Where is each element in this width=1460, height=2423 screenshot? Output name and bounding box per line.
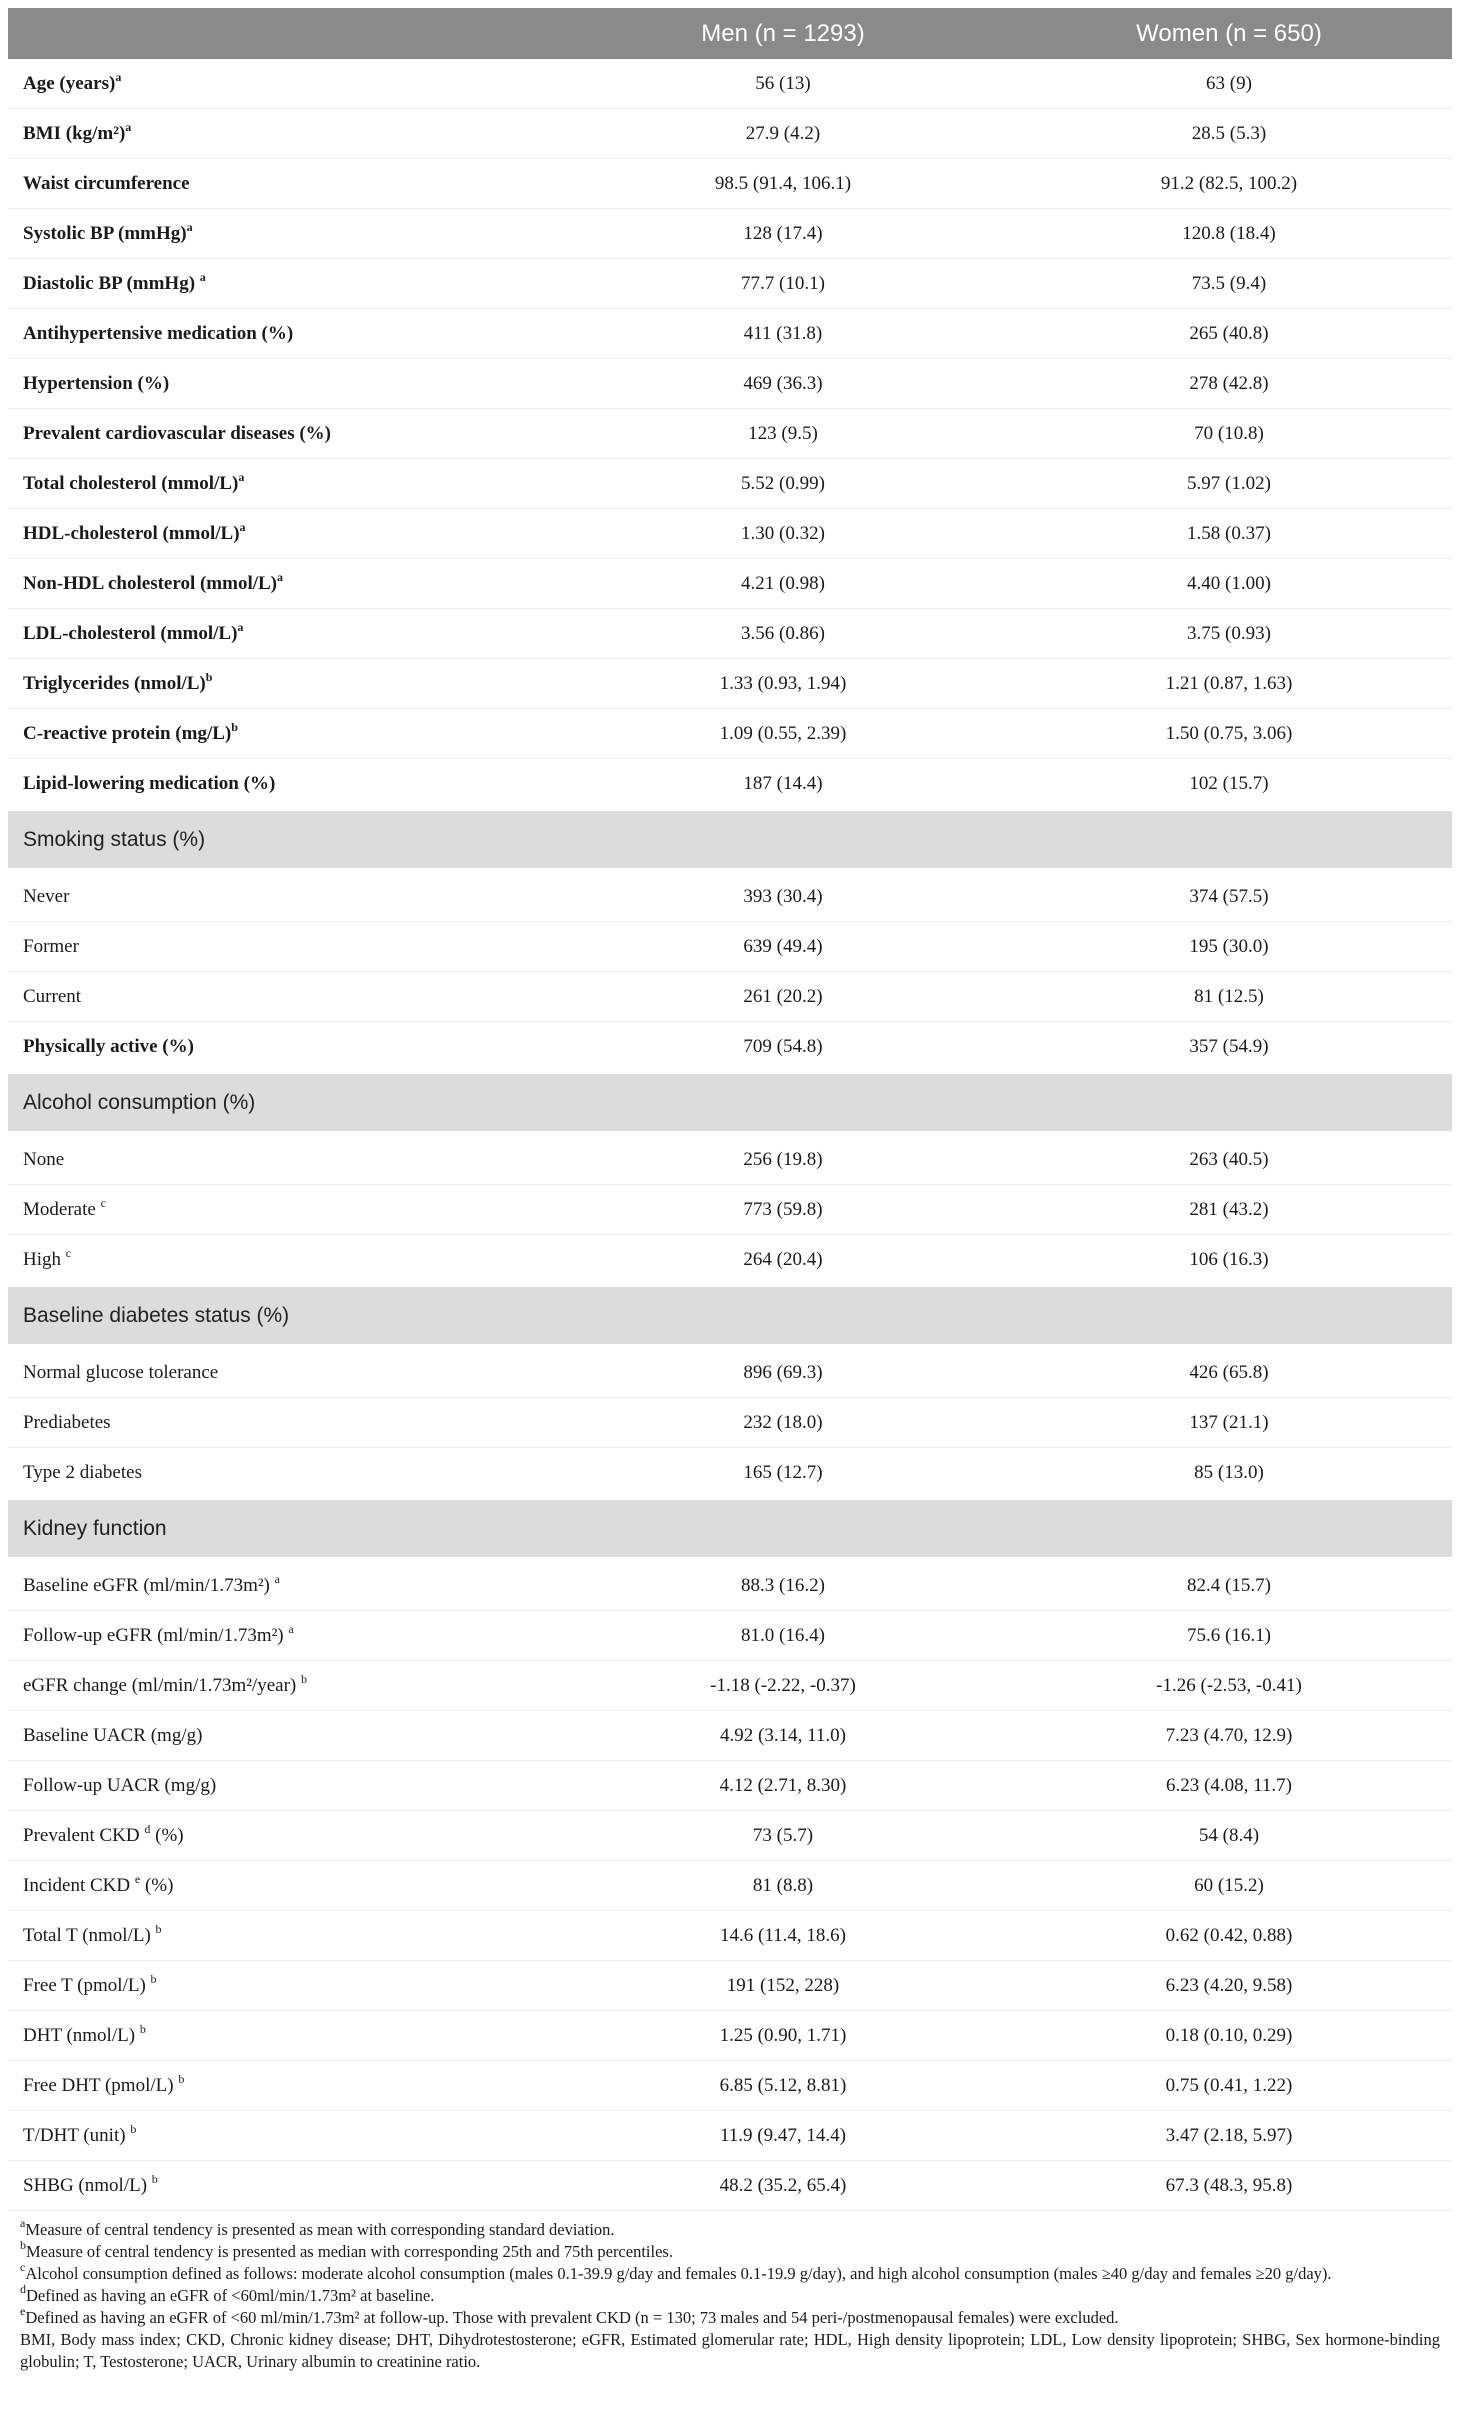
cell-men: 773 (59.8) [560, 1185, 1006, 1235]
footnote-text: BMI, Body mass index; CKD, Chronic kidney disease; DHT, Dihydrotestosterone; eGFR, Estimated glomerular rate; HDL, High density lipoprotein; LDL, Low density lipoprotein; SHBG, Sex hormone-binding globulin; T, Testosterone; UACR, Urinary albumin to creatinine ratio. [20, 2330, 1440, 2371]
row-label [8, 209, 560, 259]
cell-women: 106 (16.3) [1006, 1235, 1452, 1286]
row-label-text: Physically active (%) [23, 1035, 194, 1057]
table-row [8, 972, 1452, 1022]
cell-men: 264 (20.4) [560, 1235, 1006, 1286]
header-men: Men (n = 1293) [560, 8, 1006, 59]
table-row [8, 922, 1452, 972]
footnote-marker: b [20, 2238, 26, 2252]
row-label [8, 1022, 560, 1073]
footnote-marker: d [20, 2282, 26, 2296]
row-label [8, 870, 560, 922]
row-label-text: Diastolic BP (mmHg) [23, 272, 200, 294]
table-row [8, 1022, 1452, 1073]
cell-women: 3.47 (2.18, 5.97) [1006, 2111, 1452, 2161]
table-row [8, 1448, 1452, 1499]
footnote-text: Measure of central tendency is presented as mean with corresponding standard deviation. [25, 2220, 615, 2239]
section-title: Smoking status (%) [8, 810, 1452, 871]
cell-men: 123 (9.5) [560, 409, 1006, 459]
cell-women: 54 (8.4) [1006, 1811, 1452, 1861]
table-row [8, 1185, 1452, 1235]
cell-women: 4.40 (1.00) [1006, 559, 1452, 609]
cell-men: 5.52 (0.99) [560, 459, 1006, 509]
row-label-text: Former [23, 935, 79, 957]
table-row [8, 659, 1452, 709]
cell-men: 81.0 (16.4) [560, 1611, 1006, 1661]
cell-men: 3.56 (0.86) [560, 609, 1006, 659]
footnote-marker: b [231, 719, 238, 734]
cell-men: 14.6 (11.4, 18.6) [560, 1911, 1006, 1961]
row-label [8, 1398, 560, 1448]
cell-men: 81 (8.8) [560, 1861, 1006, 1911]
row-label [8, 2161, 560, 2211]
table-row [8, 59, 1452, 109]
table-row [8, 1611, 1452, 1661]
row-label-text: HDL-cholesterol (mmol/L) [23, 522, 240, 544]
row-label-suffix: (%) [150, 1824, 184, 1846]
footnote-marker: c [20, 2260, 26, 2274]
cell-women: 195 (30.0) [1006, 922, 1452, 972]
row-label [8, 559, 560, 609]
cell-men: 639 (49.4) [560, 922, 1006, 972]
table-container [8, 8, 1452, 2373]
row-label-text: eGFR change (ml/min/1.73m²/year) [23, 1674, 301, 1696]
footnote [20, 2216, 1440, 2241]
cell-women: 281 (43.2) [1006, 1185, 1452, 1235]
cell-women: 265 (40.8) [1006, 309, 1452, 359]
table-row [8, 1961, 1452, 2011]
footnote-marker: e [134, 1871, 141, 1886]
cell-women: 60 (15.2) [1006, 1861, 1452, 1911]
row-label [8, 1235, 560, 1286]
table-row [8, 1811, 1452, 1861]
footnote-marker: b [139, 2021, 146, 2036]
row-label-text: Waist circumference [23, 172, 190, 194]
footnote-marker: a [288, 1621, 294, 1636]
row-label-text: Prevalent CKD [23, 1824, 145, 1846]
cell-men: 77.7 (10.1) [560, 259, 1006, 309]
cell-men: 261 (20.2) [560, 972, 1006, 1022]
cell-women: 0.18 (0.10, 0.29) [1006, 2011, 1452, 2061]
table-row [8, 1133, 1452, 1185]
row-label-text: Moderate [23, 1198, 101, 1220]
row-label [8, 759, 560, 810]
cell-women: 0.62 (0.42, 0.88) [1006, 1911, 1452, 1961]
cell-women: 374 (57.5) [1006, 870, 1452, 922]
table-row [8, 1661, 1452, 1711]
cell-men: 469 (36.3) [560, 359, 1006, 409]
footnote-marker: a [277, 569, 284, 584]
row-label [8, 1761, 560, 1811]
footnote-text: Alcohol consumption defined as follows: moderate alcohol consumption (males 0.1-39.9 g/day and females 0.1-19.9 g/day), and high alcohol consumption (males ≥40 g/day and females ≥20 g/day). [25, 2264, 1332, 2283]
row-label [8, 1911, 560, 1961]
cell-women: 91.2 (82.5, 100.2) [1006, 159, 1452, 209]
table-row [8, 1235, 1452, 1286]
section-title: Kidney function [8, 1499, 1452, 1560]
row-label [8, 359, 560, 409]
cell-women: 102 (15.7) [1006, 759, 1452, 810]
table-row [8, 1761, 1452, 1811]
characteristics-table [8, 8, 1452, 2211]
cell-women: 137 (21.1) [1006, 1398, 1452, 1448]
table-row [8, 259, 1452, 309]
cell-men: 411 (31.8) [560, 309, 1006, 359]
row-label-text: Baseline eGFR (ml/min/1.73m²) [23, 1574, 275, 1596]
cell-women: 73.5 (9.4) [1006, 259, 1452, 309]
table-row [8, 2161, 1452, 2211]
row-label [8, 1661, 560, 1711]
row-label-text: Total cholesterol (mmol/L) [23, 472, 239, 494]
footnote-marker: b [155, 1921, 162, 1936]
table-row [8, 2061, 1452, 2111]
row-label [8, 659, 560, 709]
footnote-marker: c [65, 1245, 72, 1260]
row-label-text: Hypertension (%) [23, 372, 170, 394]
cell-women: 75.6 (16.1) [1006, 1611, 1452, 1661]
footnote-text: Defined as having an eGFR of <60ml/min/1.73m² at baseline. [26, 2286, 435, 2305]
row-label-text: Free T (pmol/L) [23, 1974, 151, 1996]
row-label-text: C-reactive protein (mg/L) [23, 722, 232, 744]
footnote-marker: a [199, 269, 206, 284]
table-row [8, 1711, 1452, 1761]
cell-men: 1.09 (0.55, 2.39) [560, 709, 1006, 759]
row-label [8, 159, 560, 209]
cell-women: 3.75 (0.93) [1006, 609, 1452, 659]
cell-men: 256 (19.8) [560, 1133, 1006, 1185]
cell-men: 11.9 (9.47, 14.4) [560, 2111, 1006, 2161]
footnote-marker: d [144, 1821, 151, 1836]
cell-men: 896 (69.3) [560, 1346, 1006, 1398]
cell-men: 98.5 (91.4, 106.1) [560, 159, 1006, 209]
row-label-text: Current [23, 985, 82, 1007]
row-label [8, 1811, 560, 1861]
row-label [8, 459, 560, 509]
cell-women: 357 (54.9) [1006, 1022, 1452, 1073]
footnote-marker: a [238, 469, 245, 484]
cell-women: 6.23 (4.08, 11.7) [1006, 1761, 1452, 1811]
row-label-text: Total T (nmol/L) [23, 1924, 156, 1946]
row-label-text: Lipid-lowering medication (%) [23, 772, 276, 794]
cell-men: 6.85 (5.12, 8.81) [560, 2061, 1006, 2111]
cell-women: 82.4 (15.7) [1006, 1559, 1452, 1611]
row-label [8, 1611, 560, 1661]
table-row [8, 559, 1452, 609]
footnote-marker: a [186, 219, 193, 234]
row-label-text: Age (years) [23, 72, 116, 94]
footnote [20, 2304, 1440, 2329]
footnote [20, 2329, 1440, 2373]
cell-women: 70 (10.8) [1006, 409, 1452, 459]
table-row [8, 1398, 1452, 1448]
footnote-marker: a [239, 519, 246, 534]
row-label [8, 1861, 560, 1911]
cell-women: 63 (9) [1006, 59, 1452, 109]
row-label [8, 109, 560, 159]
row-label-text: Free DHT (pmol/L) [23, 2074, 179, 2096]
cell-women: 1.58 (0.37) [1006, 509, 1452, 559]
cell-men: 232 (18.0) [560, 1398, 1006, 1448]
row-label-text: LDL-cholesterol (mmol/L) [23, 622, 238, 644]
row-label [8, 509, 560, 559]
row-label-text: Never [23, 885, 70, 907]
cell-women: 5.97 (1.02) [1006, 459, 1452, 509]
row-label [8, 609, 560, 659]
table-body [8, 59, 1452, 2211]
section-title: Baseline diabetes status (%) [8, 1286, 1452, 1347]
section-header-row [8, 810, 1452, 871]
row-label-text: High [23, 1248, 66, 1270]
header-row [8, 8, 1452, 59]
footnote-marker: b [130, 2121, 137, 2136]
cell-men: 56 (13) [560, 59, 1006, 109]
cell-women: 6.23 (4.20, 9.58) [1006, 1961, 1452, 2011]
table-row [8, 509, 1452, 559]
row-label-suffix: (%) [140, 1874, 174, 1896]
cell-men: 48.2 (35.2, 65.4) [560, 2161, 1006, 2211]
cell-men: 1.25 (0.90, 1.71) [560, 2011, 1006, 2061]
row-label-text: Systolic BP (mmHg) [23, 222, 187, 244]
table-row [8, 1346, 1452, 1398]
row-label-text: Prediabetes [23, 1411, 111, 1433]
footnote-marker: a [237, 619, 244, 634]
cell-men: 709 (54.8) [560, 1022, 1006, 1073]
row-label-text: T/DHT (unit) [23, 2124, 131, 2146]
footnote-text: Measure of central tendency is presented as median with corresponding 25th and 75th percentiles. [26, 2242, 673, 2261]
cell-men: 128 (17.4) [560, 209, 1006, 259]
cell-men: 165 (12.7) [560, 1448, 1006, 1499]
row-label [8, 2011, 560, 2061]
row-label [8, 1559, 560, 1611]
row-label-text: Type 2 diabetes [23, 1461, 142, 1483]
cell-women: 81 (12.5) [1006, 972, 1452, 1022]
footnote [20, 2238, 1440, 2263]
cell-women: 120.8 (18.4) [1006, 209, 1452, 259]
table-row [8, 709, 1452, 759]
cell-women: 263 (40.5) [1006, 1133, 1452, 1185]
footnote [20, 2282, 1440, 2307]
row-label-text: Incident CKD [23, 1874, 135, 1896]
row-label-text: Non-HDL cholesterol (mmol/L) [23, 572, 278, 594]
cell-men: 88.3 (16.2) [560, 1559, 1006, 1611]
table-row [8, 309, 1452, 359]
table-row [8, 1861, 1452, 1911]
row-label [8, 259, 560, 309]
table-row [8, 2011, 1452, 2061]
cell-women: 278 (42.8) [1006, 359, 1452, 409]
row-label [8, 1133, 560, 1185]
cell-women: 0.75 (0.41, 1.22) [1006, 2061, 1452, 2111]
row-label [8, 922, 560, 972]
table-row [8, 609, 1452, 659]
row-label-text: Normal glucose tolerance [23, 1361, 219, 1383]
cell-women: -1.26 (-2.53, -0.41) [1006, 1661, 1452, 1711]
footnotes [8, 2211, 1452, 2373]
cell-women: 28.5 (5.3) [1006, 109, 1452, 159]
table-row [8, 409, 1452, 459]
row-label-text: Baseline UACR (mg/g) [23, 1724, 203, 1746]
section-header-row [8, 1286, 1452, 1347]
row-label [8, 59, 560, 109]
footnote-marker: a [20, 2216, 26, 2230]
footnote-marker: a [125, 119, 132, 134]
row-label [8, 409, 560, 459]
cell-women: 7.23 (4.70, 12.9) [1006, 1711, 1452, 1761]
footnote-text: Defined as having an eGFR of <60 ml/min/1.73m² at follow-up. Those with prevalent CKD (n = 130; 73 males and 54 peri-/postmenopausal females) were excluded. [25, 2308, 1119, 2327]
cell-men: 73 (5.7) [560, 1811, 1006, 1861]
section-header-row [8, 1499, 1452, 1560]
cell-men: 27.9 (4.2) [560, 109, 1006, 159]
row-label [8, 1346, 560, 1398]
cell-men: 4.12 (2.71, 8.30) [560, 1761, 1006, 1811]
section-header-row [8, 1073, 1452, 1134]
row-label-text: None [23, 1148, 65, 1170]
cell-men: -1.18 (-2.22, -0.37) [560, 1661, 1006, 1711]
cell-men: 1.33 (0.93, 1.94) [560, 659, 1006, 709]
cell-women: 85 (13.0) [1006, 1448, 1452, 1499]
header-women: Women (n = 650) [1006, 8, 1452, 59]
table-row [8, 759, 1452, 810]
footnote-marker: b [178, 2071, 185, 2086]
footnote [20, 2260, 1440, 2285]
table-row [8, 209, 1452, 259]
section-title: Alcohol consumption (%) [8, 1073, 1452, 1134]
row-label [8, 1711, 560, 1761]
table-row [8, 459, 1452, 509]
table-row [8, 2111, 1452, 2161]
row-label [8, 1185, 560, 1235]
row-label [8, 972, 560, 1022]
cell-men: 191 (152, 228) [560, 1961, 1006, 2011]
cell-women: 1.21 (0.87, 1.63) [1006, 659, 1452, 709]
row-label-text: BMI (kg/m²) [23, 122, 126, 144]
cell-men: 187 (14.4) [560, 759, 1006, 810]
footnote-marker: a [115, 69, 122, 84]
cell-women: 426 (65.8) [1006, 1346, 1452, 1398]
header-blank [8, 8, 560, 59]
table-row [8, 870, 1452, 922]
row-label [8, 2061, 560, 2111]
row-label-text: Antihypertensive medication (%) [23, 322, 294, 344]
table-row [8, 109, 1452, 159]
row-label-text: Follow-up UACR (mg/g) [23, 1774, 217, 1796]
row-label-text: DHT (nmol/L) [23, 2024, 140, 2046]
table-row [8, 359, 1452, 409]
cell-men: 4.92 (3.14, 11.0) [560, 1711, 1006, 1761]
footnote-marker: b [151, 2171, 158, 2186]
row-label-text: Prevalent cardiovascular diseases (%) [23, 422, 332, 444]
table-row [8, 1911, 1452, 1961]
row-label [8, 1448, 560, 1499]
row-label [8, 1961, 560, 2011]
row-label [8, 309, 560, 359]
cell-men: 1.30 (0.32) [560, 509, 1006, 559]
footnote-marker: c [100, 1195, 106, 1210]
table-row [8, 159, 1452, 209]
cell-women: 67.3 (48.3, 95.8) [1006, 2161, 1452, 2211]
row-label [8, 2111, 560, 2161]
table-row [8, 1559, 1452, 1611]
cell-women: 1.50 (0.75, 3.06) [1006, 709, 1452, 759]
cell-men: 393 (30.4) [560, 870, 1006, 922]
row-label-text: Triglycerides (nmol/L) [23, 672, 206, 694]
footnote-marker: b [150, 1971, 157, 1986]
footnote-marker: b [205, 669, 213, 684]
footnote-marker: e [20, 2304, 26, 2318]
footnote-marker: b [300, 1671, 307, 1686]
row-label [8, 709, 560, 759]
cell-men: 4.21 (0.98) [560, 559, 1006, 609]
row-label-text: Follow-up eGFR (ml/min/1.73m²) [23, 1624, 289, 1646]
row-label-text: SHBG (nmol/L) [23, 2174, 152, 2196]
footnote-marker: a [274, 1571, 280, 1586]
